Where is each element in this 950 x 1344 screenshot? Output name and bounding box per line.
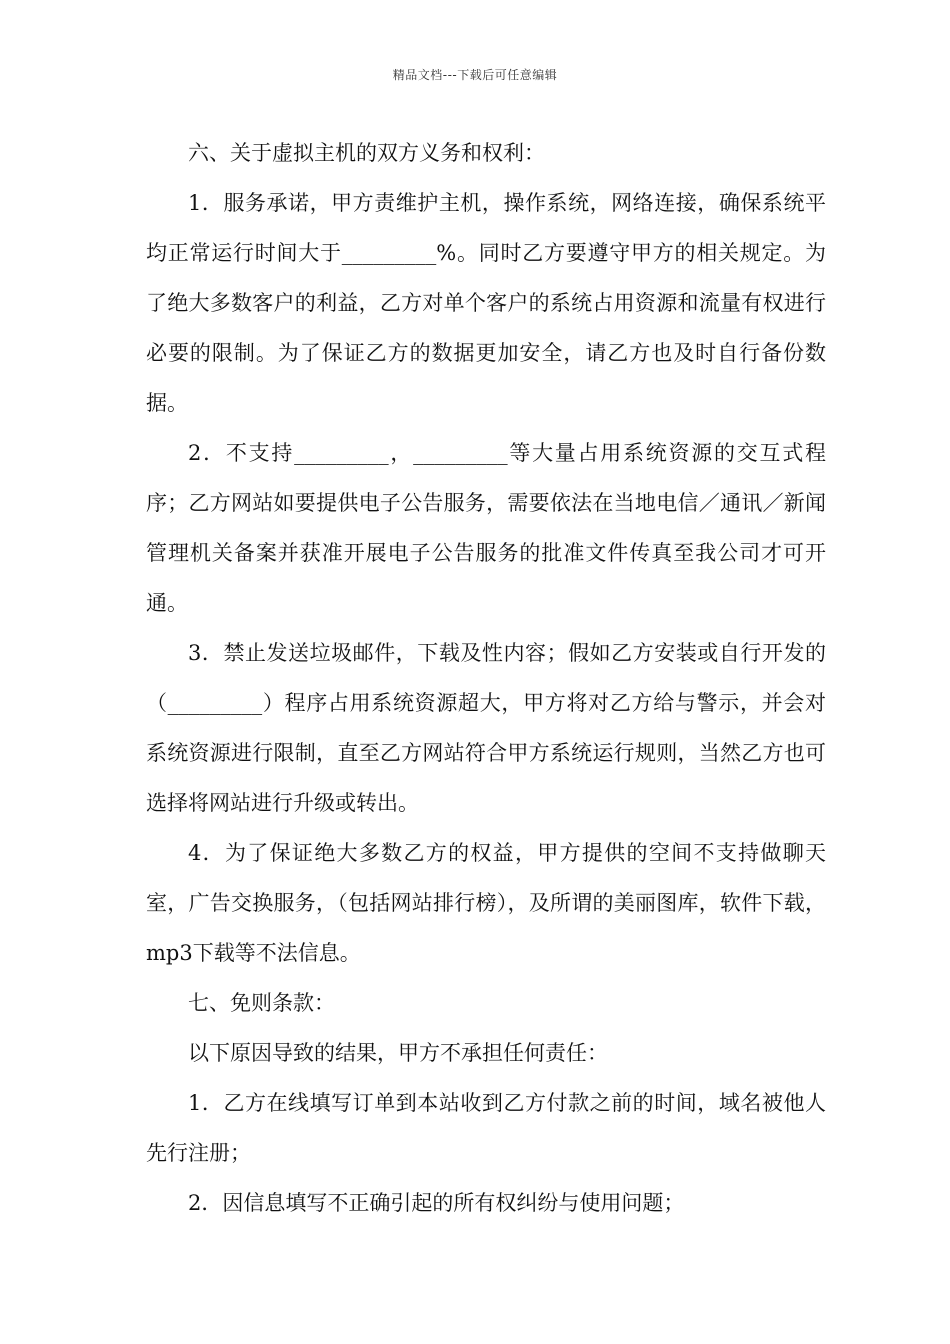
page-header: 精品文档---下载后可任意编辑 (392, 68, 558, 82)
disclaimer-item-1: 1．乙方在线填写订单到本站收到乙方付款之前的时间，域名被他人先行注册； (146, 1091, 826, 1165)
disclaimer-item-2: 2．因信息填写不正确引起的所有权纠纷与使用问题； (188, 1191, 685, 1215)
clause-2-unsupported-programs: 2．不支持_________，_________等大量占用系统资源的交互式程序；乙方网站如要提供电子公告服务，需要依法在当地电信／通讯／新闻管理机关备案并获准开展电子公告服务的批准文件传真至我公司才可开通。 (146, 441, 826, 615)
clause-1-service-commitment: 1．服务承诺，甲方责维护主机，操作系统，网络连接，确保系统平均正常运行时间大于_________%。同时乙方要遵守甲方的相关规定。为了绝大多数客户的利益，乙方对单个客户的系统占用资源和流量有权进行必要的限制。为了保证乙方的数据更加安全，请乙方也及时自行备份数据。 (146, 191, 826, 415)
clause-4-unsupported-services: 4．为了保证绝大多数乙方的权益，甲方提供的空间不支持做聊天室，广告交换服务，（包括网站排行榜），及所谓的美丽图库，软件下载，mp3下载等不法信息。 (146, 841, 826, 965)
clause-3-spam-prohibition: 3．禁止发送垃圾邮件，下载及性内容；假如乙方安装或自行开发的（_________）程序占用系统资源超大，甲方将对乙方给与警示，并会对系统资源进行限制，直至乙方网站符合甲方系统运行规则，当然乙方也可选择将网站进行升级或转出。 (146, 641, 826, 815)
section-heading-6: 六、关于虚拟主机的双方义务和权利： (188, 141, 545, 165)
disclaimer-intro: 以下原因导致的结果，甲方不承担任何责任： (188, 1041, 608, 1065)
document-body (146, 128, 826, 1228)
section-heading-7: 七、免则条款： (188, 991, 335, 1015)
